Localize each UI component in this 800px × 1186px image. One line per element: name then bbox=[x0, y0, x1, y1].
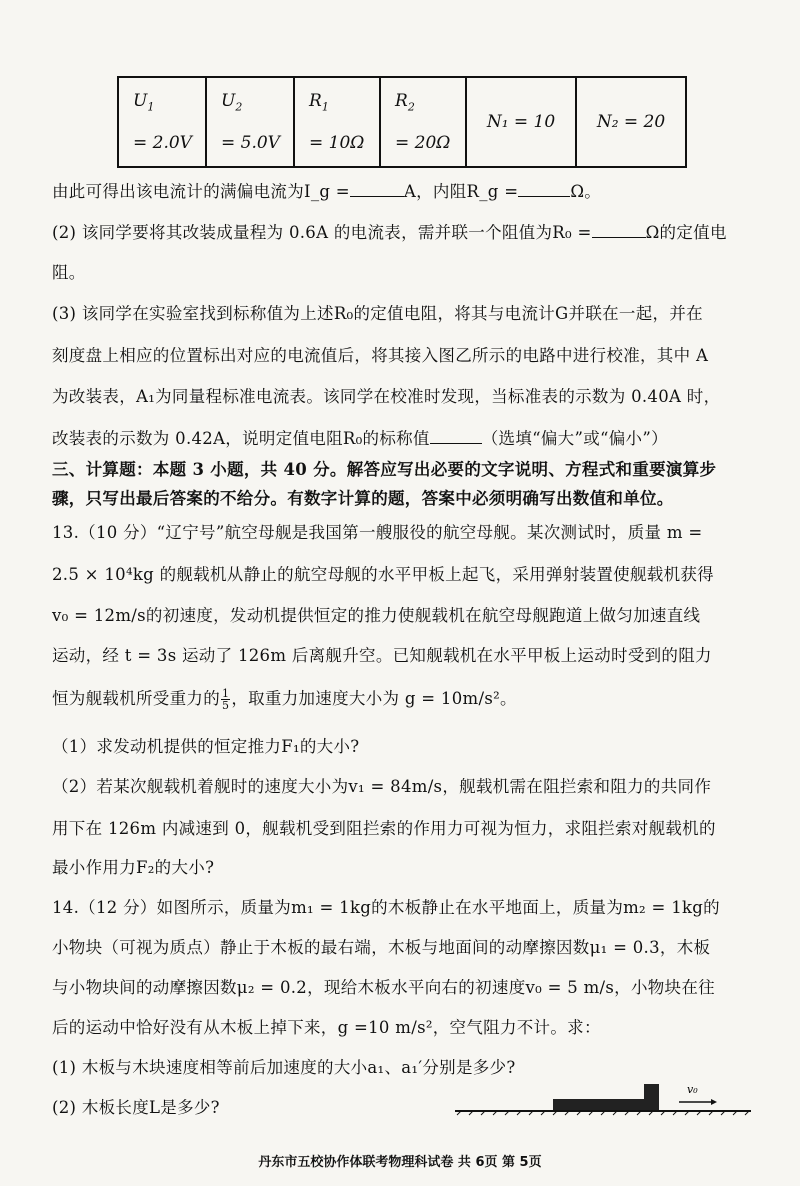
q12-line-4: (3) 该同学在实验室找到标称值为上述R₀的定值电阻，将其与电流计G并联在一起，并在 bbox=[52, 304, 703, 323]
q13-line-5: 恒为舰载机所受重力的 $\frac{1}{5}$ ，取重力加速度大小为 g = 10m/s²。 bbox=[52, 687, 517, 712]
page-footer: 丹东市五校协作体联考物理科试卷 共 6页 第 5页 bbox=[258, 1155, 542, 1170]
q13-part-2-line-3: 最小作用力F₂的大小? bbox=[52, 858, 215, 877]
q13-line-4: 运动，经 t = 3s 运动了 126m 后离舰升空。已知舰载机在水平甲板上运动时受到的阻力 bbox=[52, 646, 712, 665]
cell-n1: N₁ = 10 bbox=[466, 77, 576, 167]
q14-line-3: 与小物块间的动摩擦因数μ₂ = 0.2，现给木板水平向右的初速度v₀ = 5 m/s，小物块在往 bbox=[52, 978, 715, 997]
fraction-one-fifth: $\frac{1}{5}$ bbox=[222, 687, 230, 712]
board-block-figure bbox=[453, 1076, 753, 1116]
q13-line-2: 2.5 × 10⁴kg 的舰载机从静止的航空母舰的水平甲板上起飞，采用弹射装置使舰载机获得 bbox=[52, 565, 714, 584]
q12-line-5: 刻度盘上相应的位置标出对应的电流值后，将其接入图乙所示的电路中进行校准，其中 A bbox=[52, 346, 709, 365]
q12-line-3: 阻。 bbox=[52, 263, 86, 282]
answer-blank[interactable] bbox=[518, 180, 570, 197]
q12-line-2: (2) 该同学要将其改装成量程为 0.6A 的电流表，需并联一个阻值为R₀ = Ω的定值电 bbox=[52, 223, 727, 242]
cell-r2: $R_2$ = 20Ω bbox=[380, 77, 466, 167]
q12-line-7: 改装表的示数为 0.42A，说明定值电阻R₀的标称值 （选填“偏大”或“偏小”） bbox=[52, 429, 668, 448]
q13-line-3: v₀ = 12m/s的初速度，发动机提供恒定的推力使舰载机在航空母舰跑道上做匀加速直线 bbox=[52, 606, 701, 625]
cell-r1: $R_1$ = 10Ω bbox=[294, 77, 380, 167]
q14-line-4: 后的运动中恰好没有从木板上掉下来，g =10 m/s²，空气阻力不计。求： bbox=[52, 1018, 601, 1037]
wooden-board bbox=[553, 1099, 659, 1110]
q12-line-6: 为改装表，A₁为同量程标准电流表。该同学在校准时发现，当标准表的示数为 0.40A 时， bbox=[52, 387, 721, 406]
cell-u2: $U_2$ = 5.0V bbox=[206, 77, 294, 167]
section3-heading-2: 骤，只写出最后答案的不给分。有数字计算的题，答案中必须明确写出数值和单位。 bbox=[52, 489, 674, 508]
q13-part-2-line-2: 用下在 126m 内减速到 0，舰载机受到阻拦索的作用力可视为恒力，求阻拦索对舰载机的 bbox=[52, 819, 716, 838]
q14-part-2: (2) 木板长度L是多少? bbox=[52, 1098, 220, 1117]
answer-blank[interactable] bbox=[592, 221, 646, 238]
velocity-arrow-head bbox=[711, 1099, 717, 1105]
q13-line-1: 13.（10 分）“辽宁号”航空母舰是我国第一艘服役的航空母舰。某次测试时，质量 m = bbox=[52, 523, 703, 542]
q13-part-1: （1）求发动机提供的恒定推力F₁的大小? bbox=[52, 737, 360, 756]
q12-line-1: 由此可得出该电流计的满偏电流为I_g = A，内阻R_g = Ω。 bbox=[52, 182, 602, 201]
q14-line-2: 小物块（可视为质点）静止于木板的最右端，木板与地面间的动摩擦因数μ₁ = 0.3，木板 bbox=[52, 938, 711, 957]
parameter-table bbox=[117, 76, 687, 168]
q14-line-1: 14.（12 分）如图所示，质量为m₁ = 1kg的木板静止在水平地面上，质量为m₂ = 1kg的 bbox=[52, 898, 720, 917]
cell-n2: N₂ = 20 bbox=[576, 77, 686, 167]
q14-part-1: (1) 木板与木块速度相等前后加速度的大小a₁、a₁′分别是多少? bbox=[52, 1058, 516, 1077]
answer-blank[interactable] bbox=[430, 427, 482, 444]
cell-u1: $U_1$ = 2.0V bbox=[118, 77, 206, 167]
section3-heading-1: 三、计算题：本题 3 小题，共 40 分。解答应写出必要的文字说明、方程式和重要演算步 bbox=[52, 460, 717, 479]
small-block bbox=[644, 1084, 659, 1099]
velocity-label: v₀ bbox=[687, 1083, 698, 1096]
q13-part-2-line-1: （2）若某次舰载机着舰时的速度大小为v₁ = 84m/s，舰载机需在阻拦索和阻力的共同作 bbox=[52, 777, 712, 796]
answer-blank[interactable] bbox=[350, 180, 404, 197]
